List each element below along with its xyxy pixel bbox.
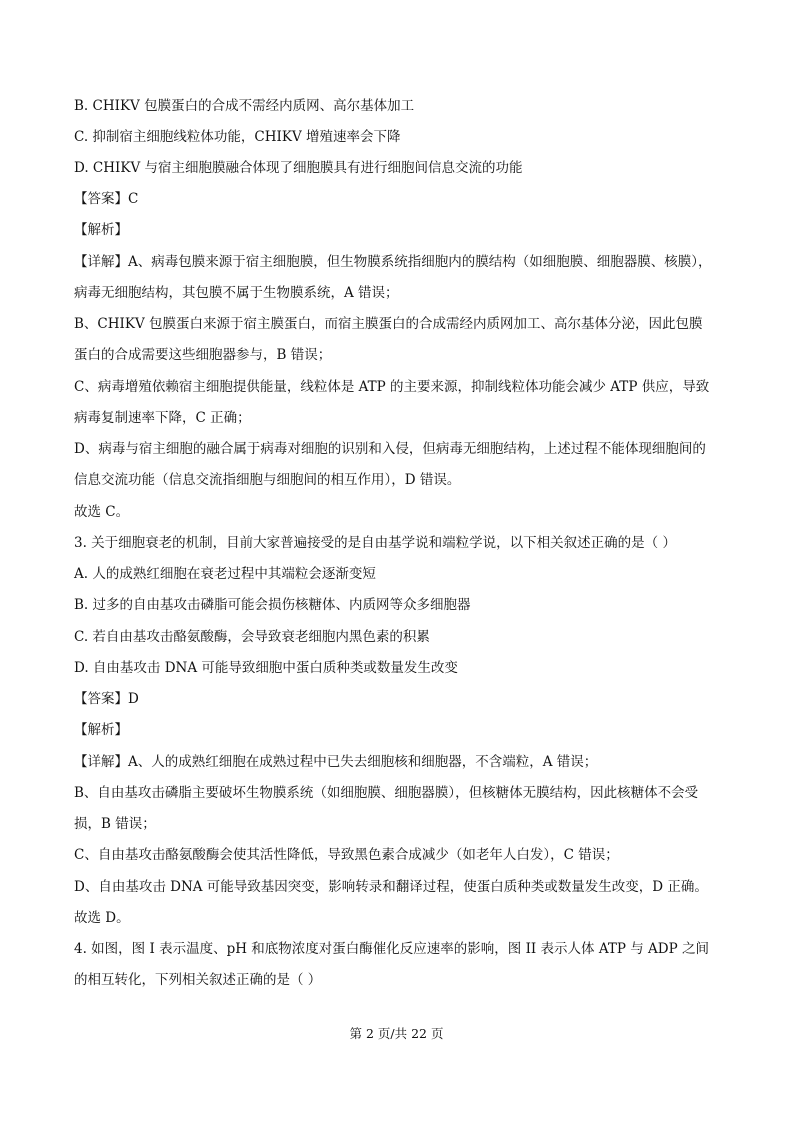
option-c-q2: C. 抑制宿主细胞线粒体功能，CHIKV 增殖速率会下降 bbox=[74, 129, 401, 145]
option-d-q2: D. CHIKV 与宿主细胞膜融合体现了细胞膜具有进行细胞间信息交流的功能 bbox=[74, 160, 523, 176]
answer-q3: 【答案】D bbox=[74, 691, 139, 707]
explanation-q2-line2: 病毒无细胞结构，其包膜不属于生物膜系统，A 错误； bbox=[74, 285, 399, 301]
option-d-q3: D. 自由基攻击 DNA 可能导致细胞中蛋白质种类或数量发生改变 bbox=[74, 660, 458, 676]
answer-q2: 【答案】C bbox=[74, 191, 139, 207]
explanation-q2-line1: 【详解】A、病毒包膜来源于宿主细胞膜，但生物膜系统指细胞内的膜结构（如细胞膜、细胞器膜、核膜）， bbox=[74, 254, 712, 270]
analysis-label-q3: 【解析】 bbox=[74, 722, 128, 738]
option-b-q2: B. CHIKV 包膜蛋白的合成不需经内质网、高尔基体加工 bbox=[74, 98, 415, 114]
conclusion-q2: 故选 C。 bbox=[74, 504, 130, 520]
option-b-q3: B. 过多的自由基攻击磷脂可能会损伤核糖体、内质网等众多细胞器 bbox=[74, 597, 471, 613]
question-3-stem: 3. 关于细胞衰老的机制，目前大家普遍接受的是自由基学说和端粒学说，以下相关叙述正确的是（ ） bbox=[74, 535, 676, 551]
explanation-q2-line4: 蛋白的合成需要这些细胞器参与，B 错误； bbox=[74, 347, 332, 363]
explanation-q3-line3: 损，B 错误； bbox=[74, 816, 156, 832]
explanation-q2-line6: 病毒复制速率下降，C 正确； bbox=[74, 410, 251, 426]
option-c-q3: C. 若自由基攻击酪氨酸酶，会导致衰老细胞内黑色素的积累 bbox=[74, 629, 430, 645]
option-a-q3: A. 人的成熟红细胞在衰老过程中其端粒会逐渐变短 bbox=[74, 566, 376, 582]
explanation-q2-line5: C、病毒增殖依赖宿主细胞提供能量，线粒体是 ATP 的主要来源，抑制线粒体功能会减少 ATP 供应，导致 bbox=[74, 379, 710, 395]
explanation-q3-line2: B、自由基攻击磷脂主要破坏生物膜系统（如细胞膜、细胞器膜），但核糖体无膜结构，因此核糖体不会受 bbox=[74, 785, 699, 801]
conclusion-q3: 故选 D。 bbox=[74, 910, 130, 926]
analysis-label-q2: 【解析】 bbox=[74, 222, 128, 238]
page-number-footer: 第 2 页/共 22 页 bbox=[349, 1026, 444, 1041]
explanation-q2-line8: 信息交流功能（信息交流指细胞与细胞间的相互作用），D 错误。 bbox=[74, 472, 461, 488]
explanation-q2-line7: D、病毒与宿主细胞的融合属于病毒对细胞的识别和入侵，但病毒无细胞结构，上述过程不能体现细胞间的 bbox=[74, 441, 706, 457]
question-4-stem-line1: 4. 如图，图 I 表示温度、pH 和底物浓度对蛋白酶催化反应速率的影响，图 II 表示人体 ATP 与 ADP 之间 bbox=[74, 941, 709, 957]
explanation-q3-line5: D、自由基攻击 DNA 可能导致基因突变，影响转录和翻译过程，使蛋白质种类或数量发生改变，D 正确。 bbox=[74, 879, 708, 895]
explanation-q3-line4: C、自由基攻击酪氨酸酶会使其活性降低，导致黑色素合成减少（如老年人白发），C 错误； bbox=[74, 847, 619, 863]
explanation-q3-line1: 【详解】A、人的成熟红细胞在成熟过程中已失去细胞核和细胞器，不含端粒，A 错误； bbox=[74, 754, 598, 770]
question-4-stem-line2: 的相互转化，下列相关叙述正确的是（ ） bbox=[74, 972, 322, 988]
explanation-q2-line3: B、CHIKV 包膜蛋白来源于宿主膜蛋白，而宿主膜蛋白的合成需经内质网加工、高尔基体分泌，因此包膜 bbox=[74, 316, 703, 332]
